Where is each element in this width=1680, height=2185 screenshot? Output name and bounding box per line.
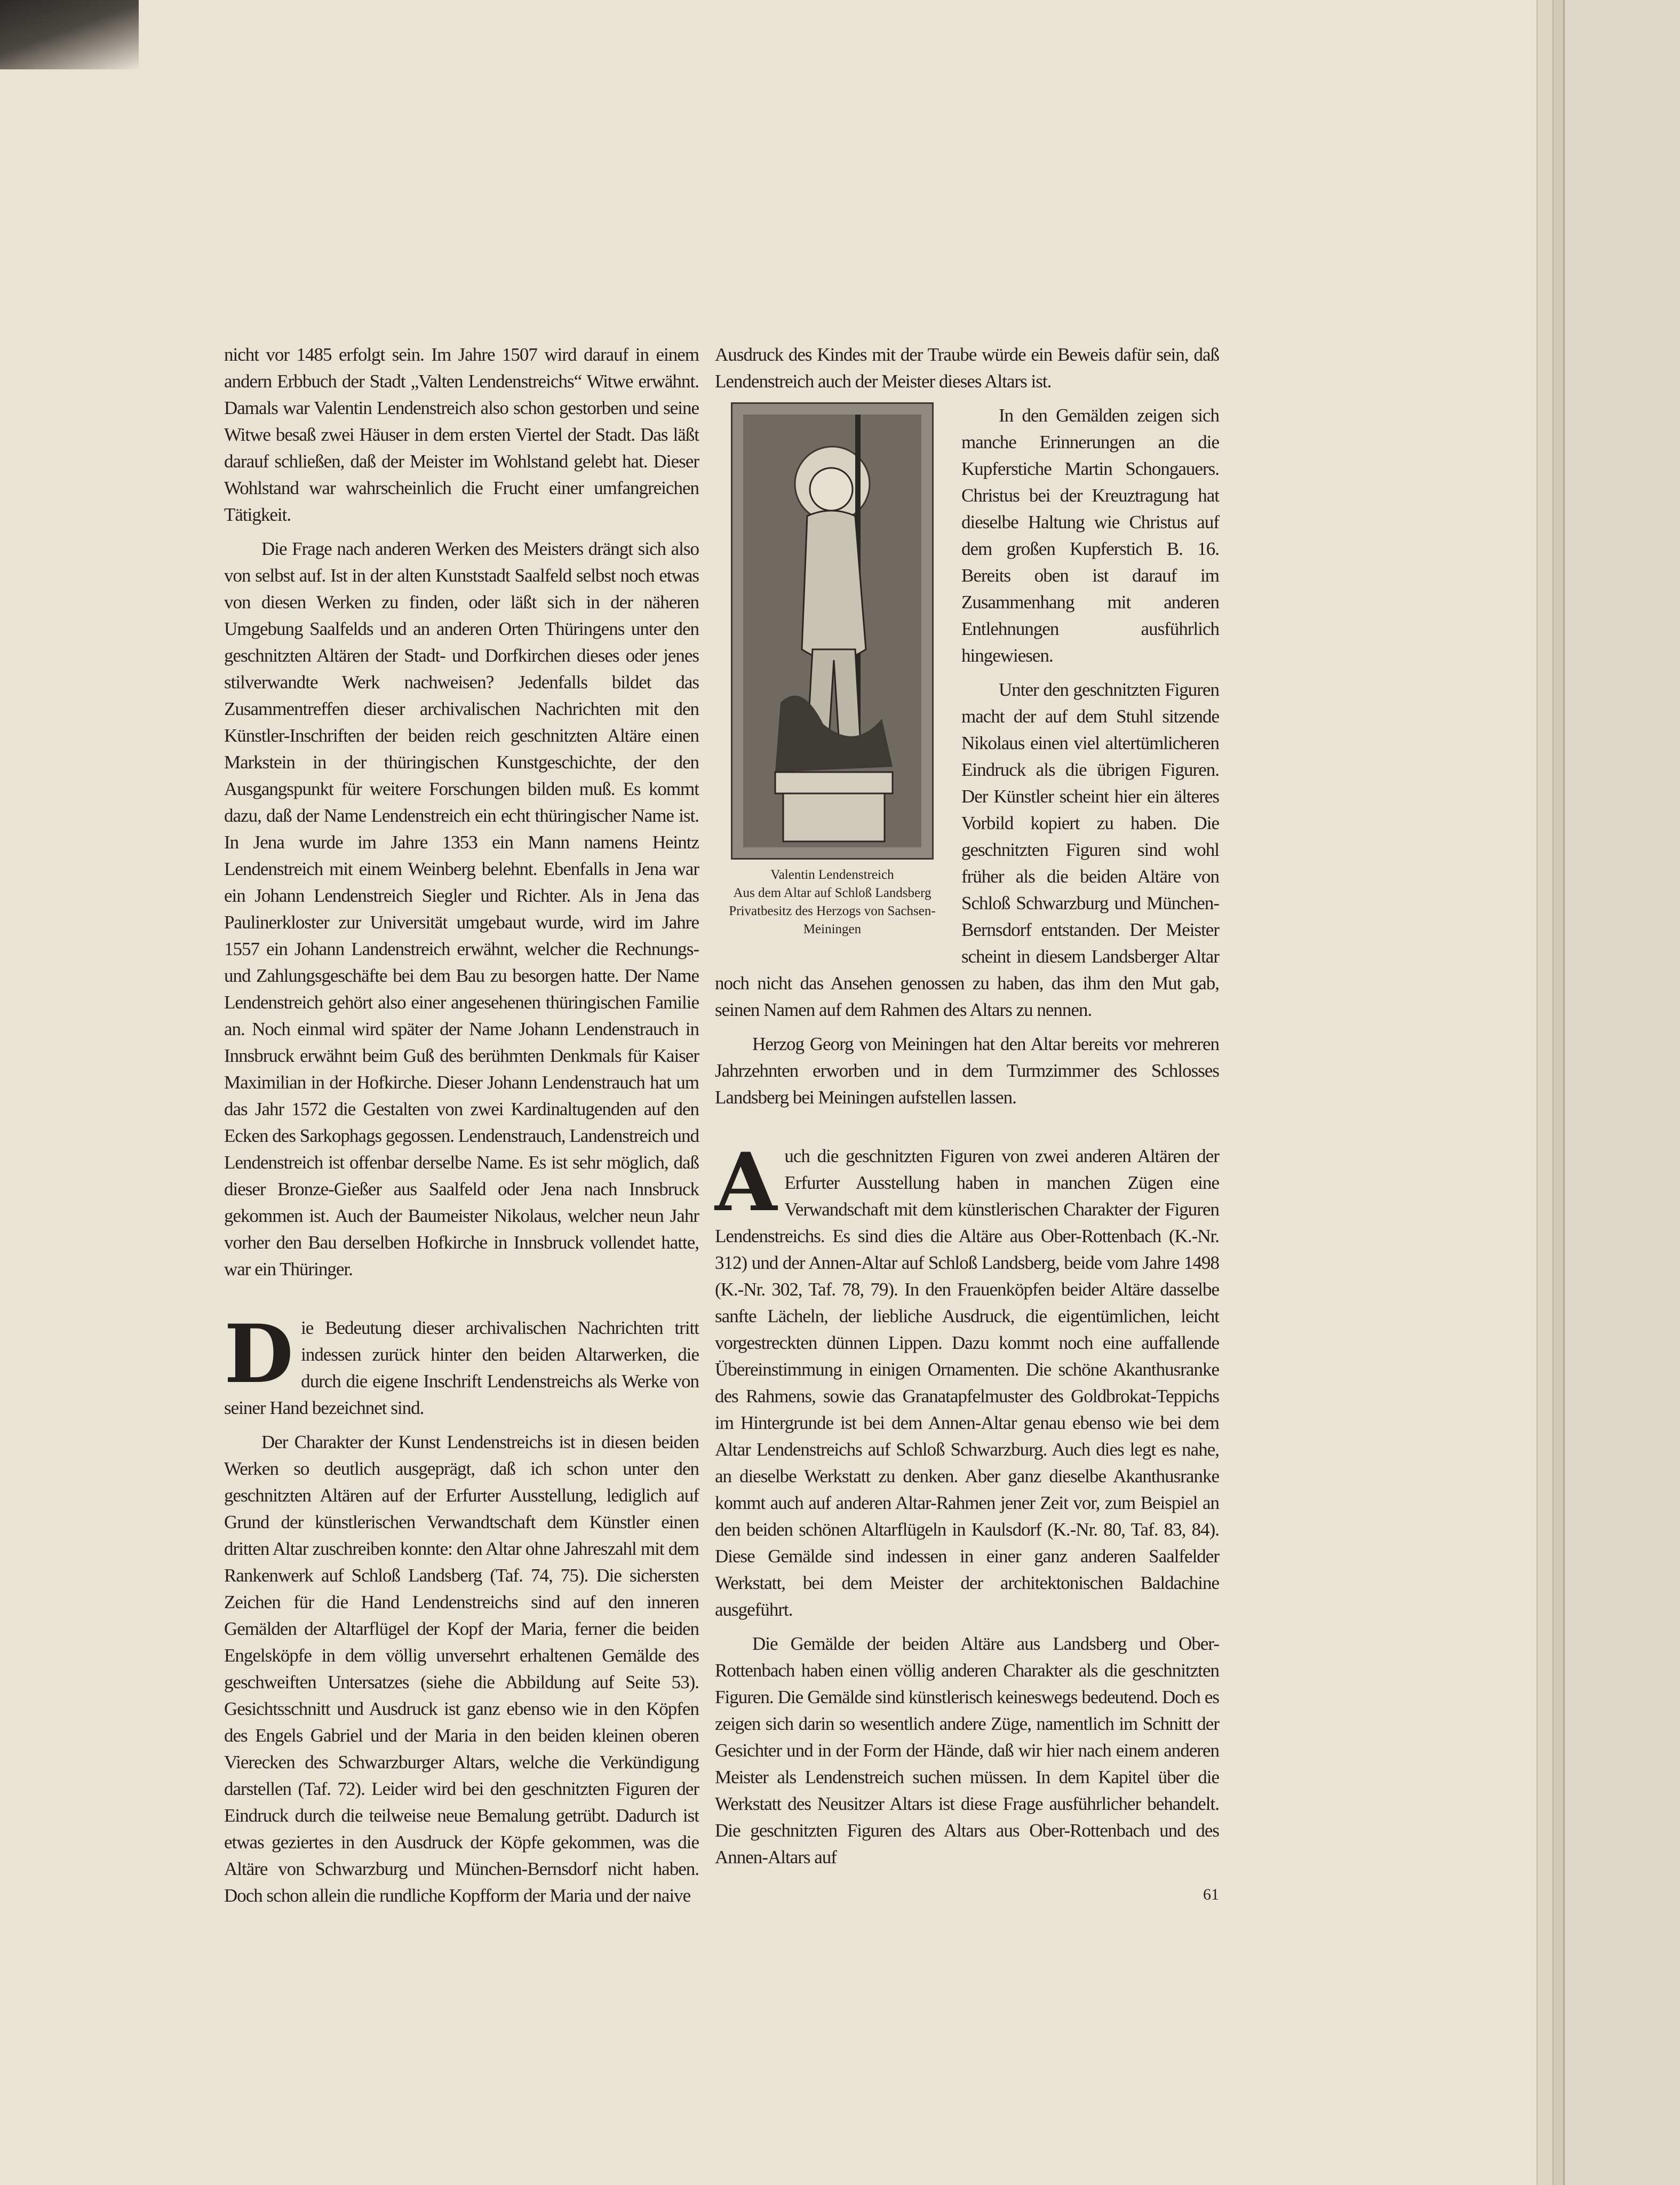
page-stack-edge [1536,0,1554,2185]
paragraph: Der Charakter der Kunst Lendenstreichs ist in diesen beiden Werken so deutlich ausgeprägt, daß ich schon unter den geschnitzten Altären auf der Erfurter Ausstellung, lediglich auf Grund der künstlerischen Verwandtschaft dem Künstler einen dritten Altar zuschreiben konnte: den Altar ohne Jahreszahl mit dem Rankenwerk auf Schloß Landsberg (Taf. 74, 75). Die sichersten Zeichen für die Hand Lendenstreichs sind auf den inneren Gemälden der Altarflügel der Kopf der Maria, ferner die beiden Engelsköpfe in dem völlig unversehrt erhaltenen Gemälde des geschweiften Untersatzes (siehe die Abbildung auf Seite 53). Gesichtsschnitt und Ausdruck ist ganz ebenso wie in den Köpfen des Engels Gabriel und der Maria in den beiden kleinen oberen Vierecken des Schwarzburger Altars, welche die Verkündigung darstellen (Taf. 72). Leider wird bei den geschnitzten Figuren der Eindruck durch die teilweise neue Bemalung getrübt. Dadurch ist etwas geziertes in den Ausdruck der Köpfe gekommen, was die Altäre von Schwarzburg und München-Bernsdorf nicht haben. Doch schon allein die rundliche Kopfform der Maria und der naive [224,1432,699,1906]
right-column [715,341,1219,1908]
paragraph: Ausdruck des Kindes mit der Traube würde ein Beweis dafür sein, daß Lendenstreich auch der Meister dieses Altars ist. [715,344,1219,392]
paragraph: In den Gemälden zeigen sich manche Erinnerungen an die Kupferstiche Martin Schongauers. Christus bei der Kreuztragung hat dieselbe Haltung wie Christus auf dem großen Kupferstich B. 16. Bereits oben ist darauf im Zusammenhang mit anderen Entlehnungen ausführlich hingewiesen. [961,405,1219,666]
statue-illustration [732,404,932,858]
page-stack-edge [1552,0,1564,2185]
drop-cap: A [715,1135,777,1229]
paragraph-text: ie Bedeutung dieser archivalischen Nachrichten tritt indessen zurück hinter den beiden Altarwerken, die durch die eigene Inschrift Lendenstreichs als Werke von seiner Hand bezeichnet sind. [224,1317,699,1418]
paragraph: Unter den geschnitzten Figuren macht der auf dem Stuhl sitzende Nikolaus einen viel altertümlicheren Eindruck als die übrigen Figuren. Der Künstler scheint hier ein älteres Vorbild kopiert zu haben. Die geschnitzten Figuren sind wohl früher als die beiden Altäre von Schloß Schwarzburg und München-Bernsdorf entstanden. Der Meister scheint in diesem Landsberger Altar noch nicht das Ansehen genossen zu haben, das ihm den Mut gab, seinen Namen auf dem Rahmen des Altars zu nennen. [715,679,1219,1020]
paragraph: Herzog Georg von Meiningen hat den Altar bereits vor mehreren Jahrzehnten erworben und in dem Turmzimmer des Schlosses Landsberg bei Meiningen aufstellen lassen. [715,1034,1219,1108]
figure-caption [715,866,950,939]
paragraph: Die Frage nach anderen Werken des Meisters drängt sich also von selbst auf. Ist in der alten Kunststadt Saalfeld selbst noch etwas von diesen Werken zu finden, oder läßt sich in der näheren Umgebung Saalfelds und an anderen Orten Thüringens unter den geschnitzten Altären der Stadt- und Dorfkirchen dieses oder jenes stilverwandte Werk nachweisen? Jedenfalls bildet das Zusammentreffen dieser archivalischen Nachrichten mit den Künstler-Inschriften der beiden reich geschnitzten Altäre einen Markstein in der thüringischen Kunstgeschichte, der den Ausgangspunkt für weitere Forschungen bilden muß. Es kommt dazu, daß der Name Lendenstreich ein echt thüringischer Name ist. In Jena wurde im Jahre 1353 ein Mann namens Heintz Lendenstreich mit einem Weinberg belehnt. Ebenfalls in Jena war ein Johann Lendenstreich Siegler und Richter. Als in Jena das Paulinerkloster zur Universität umgebaut wurde, wird im Jahre 1557 ein Johann Landenstreich erwähnt, welcher die Rechnungs- und Zahlungsgeschäfte bei dem Bau zu besorgen hatte. Der Name Lendenstreich gehört also einer angesehenen thüringischen Familie an. Noch einmal wird später der Name Johann Lendenstrauch in Innsbruck erwähnt beim Guß des berühmten Denkmals für Kaiser Maximilian in der Hofkirche. Dieser Johann Lendenstrauch hat um das Jahr 1572 die Gestalten von zwei Kardinaltugenden auf den Ecken des Sarkophags gegossen. Lendenstrauch, Landenstreich und Lendenstreich ist offenbar derselbe Name. Es ist sehr möglich, daß dieser Bronze-Gießer aus Saalfeld oder Jena nach Innsbruck gekommen ist. Auch der Baumeister Nikolaus, welcher neun Jahr vorher den Bau derselben Hofkirche in Innsbruck vollendet hatte, war ein Thüringer. [224,538,699,1280]
paragraph [715,1135,1219,1623]
book-cover-edge [0,0,139,69]
caption-line: Privatbesitz des Herzogs von Sachsen- [729,904,936,918]
caption-line: Meiningen [803,922,862,936]
page-stack-edge [1563,0,1680,2185]
paragraph: Die Gemälde der beiden Altäre aus Landsberg und Ober-Rottenbach haben einen völlig anderen Charakter als die geschnitzten Figuren. Die Gemälde sind künstlerisch keineswegs bedeutend. Doch es zeigen sich darin so wesentlich andere Züge, namentlich im Schnitt der Gesichter und in der Form der Hände, daß wir hier nach einem anderen Meister als Lendenstreich suchen müssen. In dem Kapitel über die Werkstatt des Neusitzer Altars ist diese Frage ausführlicher behandelt. Die geschnitzten Figuren des Altars aus Ober-Rottenbach und des Annen-Altars auf [715,1633,1219,1868]
page-number: 61 [1203,1886,1219,1903]
drop-cap: D [224,1307,294,1401]
figure-block [715,402,950,939]
paragraph-text: uch die geschnitzten Figuren von zwei anderen Altären der Erfurter Ausstellung haben in manchen Zügen eine Verwandschaft mit dem künstlerischen Charakter der Figuren Lendenstreichs. Es sind dies die Altäre aus Ober-Rottenbach (K.-Nr. 312) und der Annen-Altar auf Schloß Landsberg, beide vom Jahre 1498 (K.-Nr. 302, Taf. 78, 79). In den Frauenköpfen beider Altäre dasselbe sanfte Lächeln, der liebliche Ausdruck, die eigentümlichen, leicht vorgestreckten dünnen Lippen. Dazu kommt noch eine auffallende Übereinstimmung in einigen Ornamenten. Die schöne Akanthusranke des Rahmens, sowie das Granatapfelmuster des Goldbrokat-Teppichs im Hintergrunde ist bei dem Annen-Altar genau ebenso wie bei dem Altar Lendenstreichs auf Schloß Schwarzburg. Auch dies legt es nahe, an dieselbe Werkstatt zu denken. Aber ganz dieselbe Akanthusranke kommt auch auf anderen Altar-Rahmen jener Zeit vor, zum Beispiel an den beiden schönen Altarflügeln in Kaulsdorf (K.-Nr. 80, Taf. 83, 84). Diese Gemälde sind indessen in einer ganz anderen Saalfelder Werkstatt, bei dem Meister der architektonischen Baldachine ausgeführt. [715,1146,1219,1620]
left-column [224,341,699,1909]
paragraph [224,1307,699,1421]
figure-saint-statue [731,402,934,860]
paragraph: nicht vor 1485 erfolgt sein. Im Jahre 1507 wird darauf in einem andern Erbbuch der Stadt „Valten Lendenstreichs“ Witwe erwähnt. Damals war Valentin Lendenstreich also schon gestorben und seine Witwe besaß zwei Häuser in dem ersten Viertel der Stadt. Das läßt darauf schließen, daß der Meister im Wohlstand gelebt hat. Dieser Wohlstand war wahrscheinlich die Frucht einer umfangreichen Tätigkeit. [224,344,699,525]
caption-line: Valentin Lendenstreich [770,868,894,882]
caption-line: Aus dem Altar auf Schloß Landsberg [733,886,931,900]
